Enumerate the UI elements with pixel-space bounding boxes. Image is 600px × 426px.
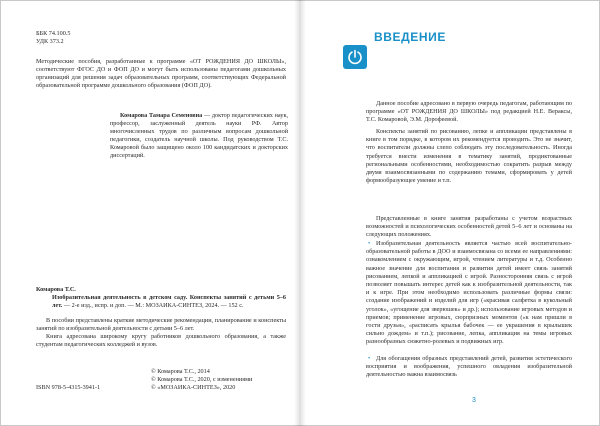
power-icon [343,45,367,69]
chapter-heading: ВВЕДЕНИЕ [374,30,446,44]
bibliographic-record [36,286,286,310]
classification-codes [36,30,70,46]
annotation [36,317,286,349]
right-page [302,0,600,426]
biblio-title: Изобразительная деятельность в детском саду. Конспекты занятий с детьми 5–6 лет. [52,294,286,309]
left-page [0,0,298,426]
copyright-block [151,368,286,392]
udk-code: УДК 373.2 [36,38,64,45]
intro-paragraph-1: Данное пособие адресовано в первую очередь педагогам, работающим по программе «ОТ РОЖДЕНИЯ ДО ШКОЛЫ» под редакцией Н.Е. Вераксы, Т.С. Комаровой, Э.М. Дорофеевой. [366,100,572,124]
copyright-line-3: © «МОЗАИКА-СИНТЕЗ», 2020 [151,384,236,391]
intro-paragraph-2: Конспекты занятий по рисованию, лепке и аппликации представлены в книге в том порядке, в котором их рекомендуется проводить. Это не значит, что воспитатели должны слепо соблюдать эту последовательность. Иногда требуется внести изменения в тематику занятий, продиктованные региональными особенностями, необходимостью сократить разрыв между двумя взаимосвязанными по содержанию темами, сформировать у детей формообразующее умение и т.п. [366,128,572,185]
intro-paragraph-3: Представленные в книге занятия разработаны с учетом возрастных возможностей и психологических особенностей детей 5–6 лет и основаны на следующих положениях. [366,215,572,239]
principles-list [366,240,572,379]
author-bio-text: — доктор педагогических наук, профессор, заслуженный деятель науки РФ. Автор многочисленных трудов по различным вопросам дошкольной педагогики, создатель научной школы. Под руководством Т.С. Комаровой было защищено около 100 кандидатских и докторских диссертаций. [110,112,288,159]
author-name: Комарова Тамара Семеновна [120,112,203,119]
copyright-line-1: © Комарова Т.С., 2014 [151,368,210,375]
page-number: 3 [472,397,476,404]
biblio-details: — 2-е изд., испр. и доп. — М.: МОЗАИКА-СИНТЕЗ, 2024. — 152 с. [62,302,244,309]
list-item: • Для обогащения образных представлений детей, развития эстетического восприятия и воображения, успешного овладения изобразительной деятельностью важна взаимосвязь [366,355,572,380]
annotation-text-2: Книга адресована широкому кругу работников дошкольного образования, а также студентам педагогических колледжей и вузов. [36,333,286,348]
series-note: Методические пособия, разработанные к программе «ОТ РОЖДЕНИЯ ДО ШКОЛЫ», соответствуют ФГОС ДО и ФОП ДО и могут быть использованы педагогами дошкольных организаций для решения задач образовательных программ, соответствующих Федеральной образовательной программе дошкольного образования (ФОП ДО). [36,58,286,89]
copyright-line-2: © Комарова Т.С., 2020, с изменениями [151,376,253,383]
biblio-author: Комарова Т.С. [36,286,76,293]
isbn: ISBN 978-5-4315-3941-1 [36,384,101,391]
annotation-text-1: В пособии представлены краткие методические рекомендации, планирование и конспекты занятий по изобразительной деятельности с детьми 5–6 лет. [36,317,286,332]
author-bio [110,112,288,160]
list-item: • Изобразительная деятельность является частью всей воспитательно-образовательной работы в ДОО и взаимосвязана со всеми ее направлениями: ознакомлением с окружающим, игрой, чтением литературы и т.д. Особенно важное значение для воспитания и развития детей имеет связь занятий рисованием, лепкой и аппликацией с игрой. Разносторонняя связь с игрой позволяет повышать интерес детей как к изобразительной деятельности, так и к игре. При этом необходимо использовать различные формы связи: создание изображений и изделий для игр («красивая салфетка в кукольный уголок», «угощение для зверюшек» и др.); использование игровых методов и приемов; применение игровых, сюрпризных моментов («к нам пришли в гости друзья», «расписать крылья бабочек — ее украшения в крылышек сильно дождем» и т.п.); рисование, лепка, аппликация на темы игровых разнообразных сюжетно-ролевых и подвижных игр. [366,240,572,347]
biblio-body [36,294,286,310]
bbk-code: ББК 74.100.5 [36,30,71,37]
